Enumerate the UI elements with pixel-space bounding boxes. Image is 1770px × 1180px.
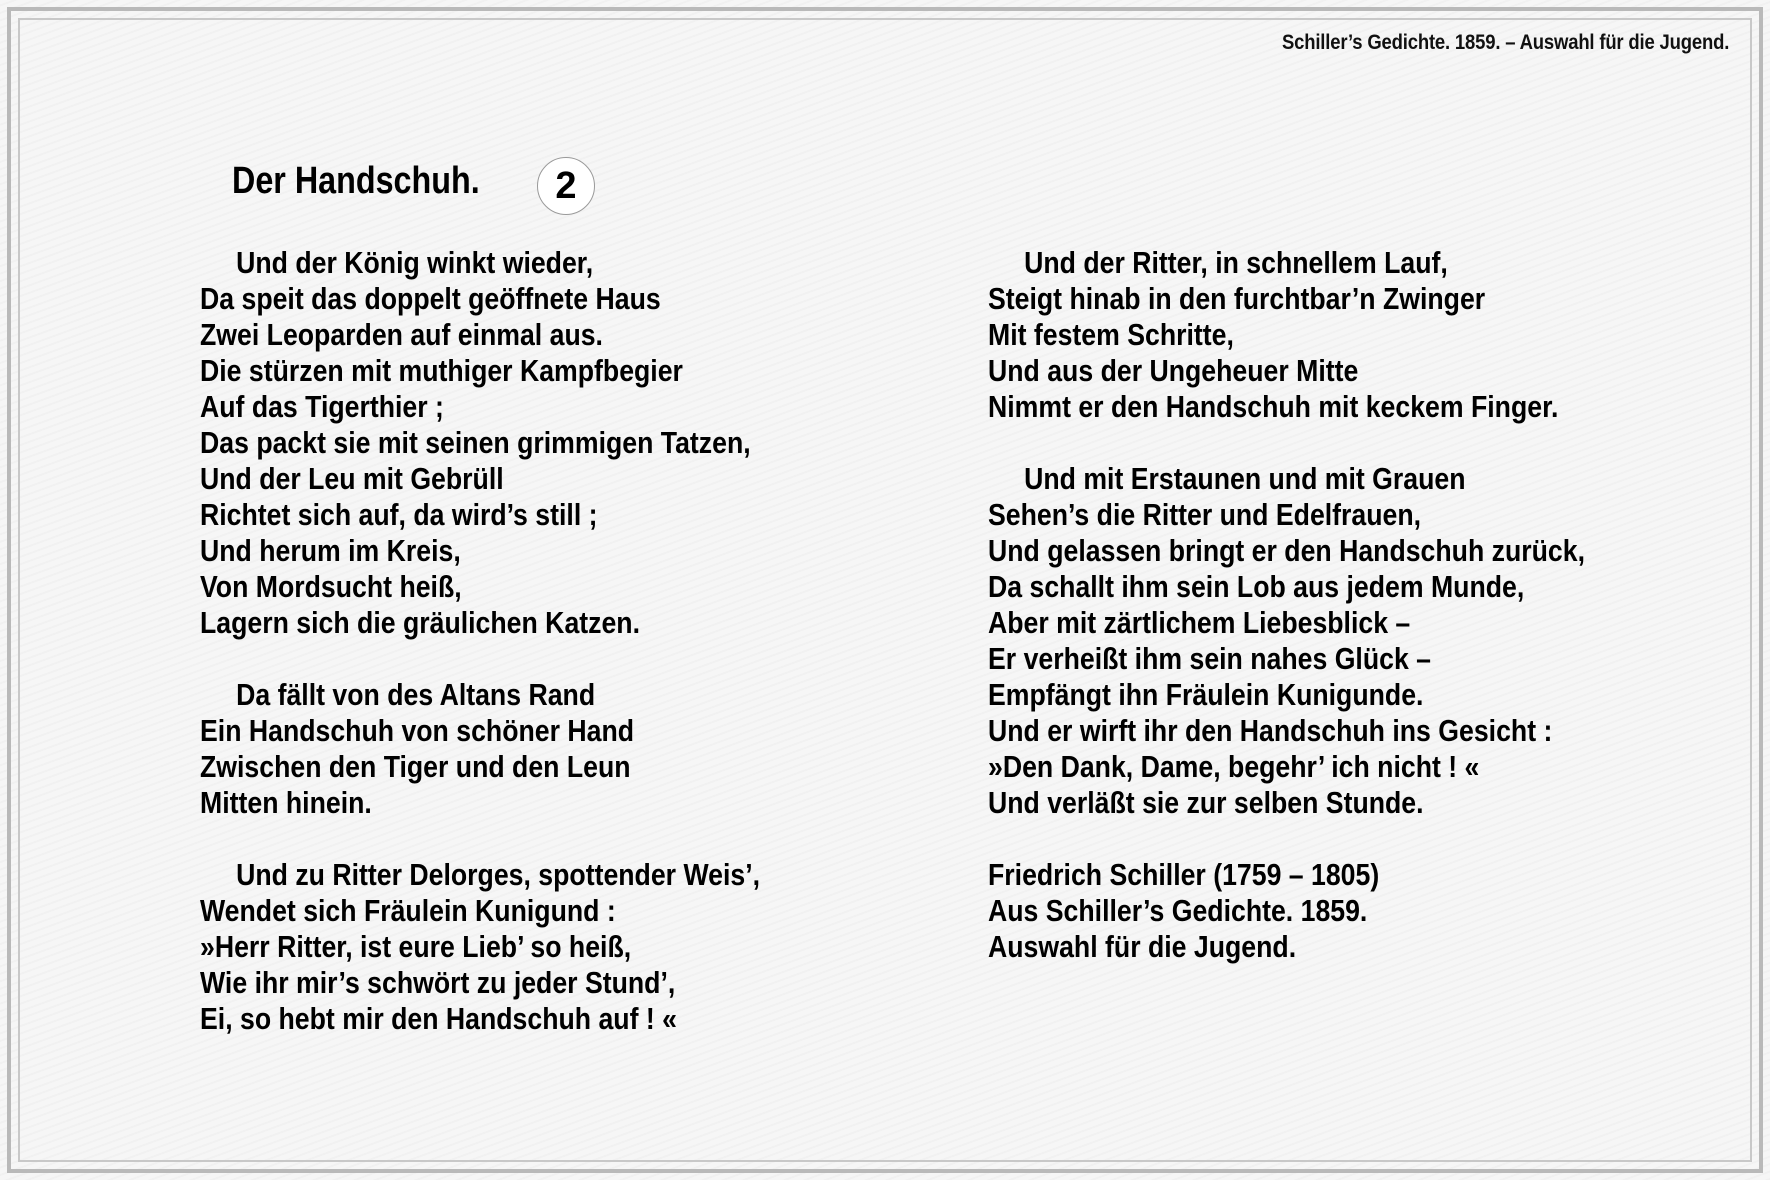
verse-line: Auf das Tigerthier ; [200,389,444,424]
verse-line: Von Mordsucht heiß, [200,569,462,604]
verse-line: Und zu Ritter Delorges, spottender Weis’, [236,857,761,892]
verse-line: Richtet sich auf, da wird’s still ; [200,497,598,532]
verse-line: Die stürzen mit muthiger Kampfbegier [200,353,683,388]
title-row [232,160,523,203]
verse-line: Wendet sich Fräulein Kunigund : [200,893,616,928]
verse-line: Das packt sie mit seinen grimmigen Tatzen, [200,425,751,460]
verse-line: Steigt hinab in den furchtbar’n Zwinger [988,281,1486,316]
stanza-gap [988,821,1748,857]
page-number-badge: 2 [537,157,595,215]
attribution-author: Friedrich Schiller (1759 – 1805) [988,857,1380,892]
verse-line: Ei, so hebt mir den Handschuh auf ! « [200,1001,677,1036]
stanza-2 [200,677,960,821]
verse-line: Und verläßt sie zur selben Stunde. [988,785,1424,820]
verse-line: Ein Handschuh von schöner Hand [200,713,635,748]
attribution-edition: Auswahl für die Jugend. [988,929,1297,964]
source-header: Schiller’s Gedichte. 1859. – Auswahl für die Jugend. [1281,31,1729,54]
verse-line: Und gelassen bringt er den Handschuh zurück, [988,533,1585,568]
stanza-5 [988,461,1748,821]
verse-line: Empfängt ihn Fräulein Kunigunde. [988,677,1424,712]
stanza-3 [200,857,960,1037]
verse-line: Und er wirft ihr den Handschuh ins Gesicht : [988,713,1553,748]
stanza-gap [200,641,960,677]
verse-line: Zwei Leoparden auf einmal aus. [200,317,603,352]
verse-line: Mit festem Schritte, [988,317,1234,352]
right-column [988,245,1748,965]
poem-title: Der Handschuh. [232,160,480,202]
verse-line: Und herum im Kreis, [200,533,461,568]
verse-line: »Den Dank, Dame, begehr’ ich nicht ! « [988,749,1480,784]
verse-line: Und der König winkt wieder, [236,245,594,280]
verse-line: »Herr Ritter, ist eure Lieb’ so heiß, [200,929,632,964]
verse-line: Sehen’s die Ritter und Edelfrauen, [988,497,1422,532]
verse-line: Da fällt von des Altans Rand [236,677,596,712]
stanza-gap [200,821,960,857]
stanza-4 [988,245,1748,425]
stanza-1 [200,245,960,641]
verse-line: Da schallt ihm sein Lob aus jedem Munde, [988,569,1525,604]
verse-line: Und mit Erstaunen und mit Grauen [1024,461,1466,496]
attribution-source: Aus Schiller’s Gedichte. 1859. [988,893,1368,928]
verse-line: Da speit das doppelt geöffnete Haus [200,281,661,316]
attribution [988,857,1748,965]
verse-line: Er verheißt ihm sein nahes Glück – [988,641,1432,676]
verse-line: Mitten hinein. [200,785,372,820]
verse-line: Wie ihr mir’s schwört zu jeder Stund’, [200,965,676,1000]
verse-line: Nimmt er den Handschuh mit keckem Finger. [988,389,1559,424]
left-column [200,245,960,1037]
verse-line: Und aus der Ungeheuer Mitte [988,353,1359,388]
verse-line: Und der Ritter, in schnellem Lauf, [1024,245,1448,280]
verse-line: Und der Leu mit Gebrüll [200,461,504,496]
verse-line: Zwischen den Tiger und den Leun [200,749,631,784]
stanza-gap [988,425,1748,461]
verse-line: Aber mit zärtlichem Liebesblick – [988,605,1411,640]
verse-line: Lagern sich die gräulichen Katzen. [200,605,640,640]
